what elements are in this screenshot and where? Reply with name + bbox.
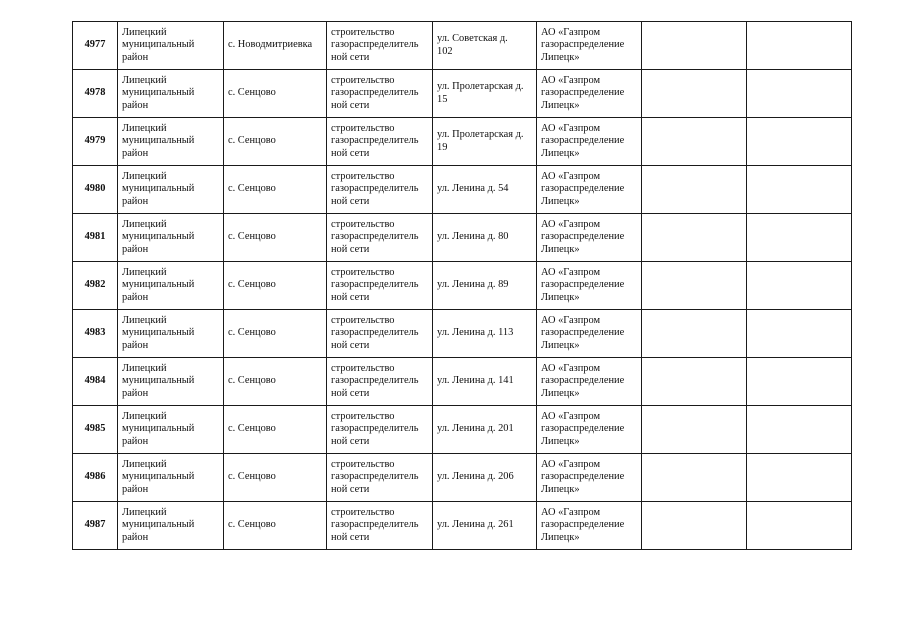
row-number: 4977 (73, 22, 118, 70)
empty-cell-7 (642, 406, 747, 454)
address-text: ул. Ленина д. 206 (437, 471, 514, 483)
district-text: Липецкий муниципальный район (122, 458, 195, 495)
district-text: Липецкий муниципальный район (122, 218, 195, 255)
address-text: ул. Ленина д. 54 (437, 183, 509, 195)
organization-cell (537, 70, 642, 118)
district-cell (118, 262, 224, 310)
settlement-cell: с. Сенцово (224, 502, 327, 550)
table-row (73, 70, 852, 118)
district-cell (118, 214, 224, 262)
work-text: строительство газораспределитель ной сети (331, 122, 419, 159)
settlement-cell: с. Сенцово (224, 358, 327, 406)
organization-cell (537, 214, 642, 262)
empty-cell-8 (747, 262, 852, 310)
work-text: строительство газораспределитель ной сети (331, 74, 419, 111)
organization-text: АО «Газпром газораспределение Липецк» (541, 26, 625, 63)
organization-cell (537, 166, 642, 214)
organization-text: АО «Газпром газораспределение Липецк» (541, 74, 625, 111)
empty-cell-8 (747, 118, 852, 166)
row-number: 4987 (73, 502, 118, 550)
work-cell (327, 406, 433, 454)
address-text: ул. Пролетарская д. 15 (437, 80, 524, 105)
table-row (73, 22, 852, 70)
row-number: 4986 (73, 454, 118, 502)
row-number: 4984 (73, 358, 118, 406)
settlement-cell: с. Новодмитриевка (224, 22, 327, 70)
organization-cell (537, 22, 642, 70)
organization-text: АО «Газпром газораспределение Липецк» (541, 122, 625, 159)
address-text: ул. Ленина д. 261 (437, 519, 514, 531)
organization-text: АО «Газпром газораспределение Липецк» (541, 170, 625, 207)
address-cell (433, 502, 537, 550)
address-cell (433, 406, 537, 454)
work-text: строительство газораспределитель ной сети (331, 410, 419, 447)
row-number: 4982 (73, 262, 118, 310)
empty-cell-7 (642, 70, 747, 118)
empty-cell-7 (642, 454, 747, 502)
address-cell (433, 70, 537, 118)
empty-cell-7 (642, 358, 747, 406)
district-text: Липецкий муниципальный район (122, 122, 195, 159)
empty-cell-8 (747, 454, 852, 502)
organization-cell (537, 502, 642, 550)
empty-cell-8 (747, 214, 852, 262)
objects-table (72, 21, 852, 550)
table-row (73, 118, 852, 166)
work-cell (327, 22, 433, 70)
organization-cell (537, 454, 642, 502)
district-text: Липецкий муниципальный район (122, 506, 195, 543)
settlement-cell: с. Сенцово (224, 166, 327, 214)
address-cell (433, 118, 537, 166)
row-number: 4980 (73, 166, 118, 214)
work-cell (327, 262, 433, 310)
row-number: 4985 (73, 406, 118, 454)
district-cell (118, 70, 224, 118)
settlement-cell: с. Сенцово (224, 406, 327, 454)
district-cell (118, 454, 224, 502)
empty-cell-8 (747, 22, 852, 70)
district-text: Липецкий муниципальный район (122, 74, 195, 111)
work-cell (327, 214, 433, 262)
row-number: 4979 (73, 118, 118, 166)
address-cell (433, 358, 537, 406)
table-row (73, 310, 852, 358)
address-cell (433, 166, 537, 214)
settlement-cell: с. Сенцово (224, 214, 327, 262)
work-text: строительство газораспределитель ной сети (331, 26, 419, 63)
work-cell (327, 310, 433, 358)
district-text: Липецкий муниципальный район (122, 314, 195, 351)
address-text: ул. Советская д. 102 (437, 32, 508, 57)
empty-cell-7 (642, 166, 747, 214)
settlement-cell: с. Сенцово (224, 70, 327, 118)
empty-cell-7 (642, 22, 747, 70)
district-text: Липецкий муниципальный район (122, 362, 195, 399)
organization-text: АО «Газпром газораспределение Липецк» (541, 458, 625, 495)
row-number: 4983 (73, 310, 118, 358)
district-text: Липецкий муниципальный район (122, 26, 195, 63)
address-cell (433, 214, 537, 262)
address-text: ул. Ленина д. 89 (437, 279, 509, 291)
empty-cell-8 (747, 166, 852, 214)
work-cell (327, 358, 433, 406)
address-cell (433, 454, 537, 502)
work-cell (327, 454, 433, 502)
settlement-cell: с. Сенцово (224, 262, 327, 310)
organization-text: АО «Газпром газораспределение Липецк» (541, 314, 625, 351)
district-cell (118, 118, 224, 166)
district-cell (118, 166, 224, 214)
work-cell (327, 70, 433, 118)
organization-cell (537, 262, 642, 310)
empty-cell-8 (747, 406, 852, 454)
table-row (73, 214, 852, 262)
row-number: 4978 (73, 70, 118, 118)
empty-cell-8 (747, 358, 852, 406)
work-text: строительство газораспределитель ной сети (331, 218, 419, 255)
organization-text: АО «Газпром газораспределение Липецк» (541, 218, 625, 255)
address-text: ул. Ленина д. 113 (437, 327, 514, 339)
address-text: ул. Ленина д. 80 (437, 231, 509, 243)
work-text: строительство газораспределитель ной сети (331, 266, 419, 303)
district-text: Липецкий муниципальный район (122, 410, 195, 447)
empty-cell-7 (642, 214, 747, 262)
district-text: Липецкий муниципальный район (122, 170, 195, 207)
row-number: 4981 (73, 214, 118, 262)
district-cell (118, 22, 224, 70)
organization-cell (537, 310, 642, 358)
table-row (73, 406, 852, 454)
table-row (73, 358, 852, 406)
address-cell (433, 310, 537, 358)
settlement-cell: с. Сенцово (224, 118, 327, 166)
organization-cell (537, 118, 642, 166)
organization-cell (537, 406, 642, 454)
address-text: ул. Ленина д. 201 (437, 423, 514, 435)
district-cell (118, 310, 224, 358)
district-cell (118, 358, 224, 406)
work-cell (327, 166, 433, 214)
table-body (73, 22, 852, 550)
empty-cell-7 (642, 262, 747, 310)
address-cell (433, 22, 537, 70)
work-text: строительство газораспределитель ной сети (331, 314, 419, 351)
empty-cell-7 (642, 310, 747, 358)
organization-text: АО «Газпром газораспределение Липецк» (541, 362, 625, 399)
empty-cell-8 (747, 70, 852, 118)
work-text: строительство газораспределитель ной сети (331, 458, 419, 495)
district-text: Липецкий муниципальный район (122, 266, 195, 303)
table-row (73, 262, 852, 310)
organization-text: АО «Газпром газораспределение Липецк» (541, 410, 625, 447)
organization-text: АО «Газпром газораспределение Липецк» (541, 266, 625, 303)
work-text: строительство газораспределитель ной сети (331, 362, 419, 399)
empty-cell-7 (642, 118, 747, 166)
empty-cell-8 (747, 502, 852, 550)
organization-text: АО «Газпром газораспределение Липецк» (541, 506, 625, 543)
organization-cell (537, 358, 642, 406)
work-cell (327, 118, 433, 166)
work-cell (327, 502, 433, 550)
empty-cell-8 (747, 310, 852, 358)
work-text: строительство газораспределитель ной сети (331, 506, 419, 543)
address-text: ул. Ленина д. 141 (437, 375, 514, 387)
district-cell (118, 502, 224, 550)
settlement-cell: с. Сенцово (224, 454, 327, 502)
address-cell (433, 262, 537, 310)
table-row (73, 454, 852, 502)
settlement-cell: с. Сенцово (224, 310, 327, 358)
empty-cell-7 (642, 502, 747, 550)
address-text: ул. Пролетарская д. 19 (437, 128, 524, 153)
table-row (73, 166, 852, 214)
work-text: строительство газораспределитель ной сети (331, 170, 419, 207)
table-row (73, 502, 852, 550)
district-cell (118, 406, 224, 454)
